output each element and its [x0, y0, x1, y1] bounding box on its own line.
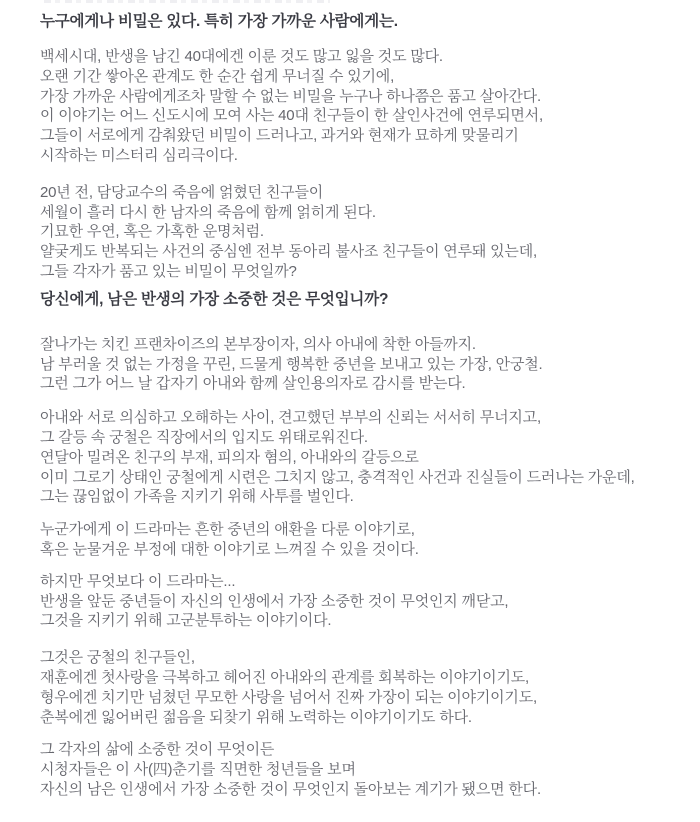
text-line: 남 부러울 것 없는 가정을 꾸린, 드물게 행복한 중년을 보내고 있는 가장, 안궁철. [40, 355, 543, 373]
text-line: 이미 그로기 상태인 궁철에게 시련은 그치지 않고, 충격적인 사건과 진실들이 드러나는 가운데, [40, 468, 635, 486]
text-line: 재훈에겐 첫사랑을 극복하고 헤어진 아내와의 관계를 회복하는 이야기이기도, [40, 668, 530, 686]
paragraph [40, 572, 684, 631]
paragraph [40, 183, 684, 282]
text-line: 혹은 눈물겨운 부정에 대한 이야기로 느껴질 수 있을 것이다. [40, 540, 419, 558]
text-line: 당신에게, 남은 반생의 가장 소중한 것은 무엇입니까? [40, 290, 389, 308]
text-line: 하지만 무엇보다 이 드라마는... [40, 572, 236, 590]
section-heading [40, 290, 684, 310]
text-line: 잘나가는 치킨 프랜차이즈의 본부장이자, 의사 아내에 착한 아들까지. [40, 335, 476, 353]
text-line: 아내와 서로 의심하고 오해하는 사이, 견고했던 부부의 신뢰는 서서히 무너지고, [40, 409, 541, 427]
text-line: 그 각자의 삶에 소중한 것이 무엇이든 [40, 741, 275, 759]
text-line: 그들이 서로에게 감춰왔던 비밀이 드러나고, 과거와 현재가 묘하게 맞물리기 [40, 127, 519, 145]
text-line: 춘복에겐 잃어버린 젊음을 되찾기 위해 노력하는 이야기이기도 하다. [40, 708, 472, 726]
text-line: 시작하는 미스터리 심리극이다. [40, 146, 238, 164]
text-line: 그 갈등 속 궁철은 직장에서의 입지도 위태로워진다. [40, 428, 368, 446]
clipped-line-remnant [44, 0, 330, 3]
text-line: 그는 끊임없이 가족을 지키기 위해 사투를 벌인다. [40, 488, 354, 506]
paragraph [40, 740, 684, 799]
text-line: 연달아 밀려온 친구의 부재, 피의자 혐의, 아내와의 갈등으로 [40, 448, 419, 466]
section-heading [40, 12, 684, 32]
paragraph [40, 47, 684, 166]
paragraph [40, 408, 684, 507]
text-line: 오랜 기간 쌓아온 관계도 한 순간 쉽게 무너질 수 있기에, [40, 67, 395, 85]
paragraph [40, 335, 684, 394]
text-line: 이 이야기는 어느 신도시에 모여 사는 40대 친구들이 한 살인사건에 연루되면서, [40, 107, 543, 125]
text-line: 반생을 앞둔 중년들이 자신의 인생에서 가장 소중한 것이 무엇인지 깨닫고, [40, 592, 509, 610]
text-line: 얄궂게도 반복되는 사건의 중심엔 전부 동아리 불사조 친구들이 연루돼 있는데, [40, 243, 537, 261]
paragraph [40, 520, 684, 560]
text-line: 시청자들은 이 사(四)춘기를 직면한 청년들을 보며 [40, 761, 356, 779]
text-line: 그들 각자가 품고 있는 비밀이 무엇일까? [40, 262, 297, 280]
text-line: 20년 전, 담당교수의 죽음에 얽혔던 친구들이 [40, 183, 324, 201]
text-line: 그것은 궁철의 친구들인, [40, 649, 195, 667]
document-body [40, 12, 684, 800]
text-line: 형우에겐 치기만 넘쳤던 무모한 사랑을 넘어서 진짜 가장이 되는 이야기이기도, [40, 688, 537, 706]
text-line: 자신의 남은 인생에서 가장 소중한 것이 무엇인지 돌아보는 계기가 됐으면 한다. [40, 780, 541, 798]
text-line: 그런 그가 어느 날 갑자기 아내와 함께 살인용의자로 감시를 받는다. [40, 375, 466, 393]
text-line: 가장 가까운 사람에게조차 말할 수 없는 비밀을 누구나 하나쯤은 품고 살아간다. [40, 87, 541, 105]
text-line: 기묘한 우연, 혹은 가혹한 운명처럼. [40, 223, 264, 241]
paragraph [40, 648, 684, 727]
text-line: 그것을 지키기 위해 고군분투하는 이야기이다. [40, 612, 332, 630]
text-line: 백세시대, 반생을 남긴 40대에겐 이룬 것도 많고 잃을 것도 많다. [40, 48, 443, 65]
text-line: 누구에게나 비밀은 있다. 특히 가장 가까운 사람에게는. [40, 13, 398, 30]
text-line: 세월이 흘러 다시 한 남자의 죽음에 함께 얽히게 된다. [40, 203, 376, 221]
text-line: 누군가에게 이 드라마는 흔한 중년의 애환을 다룬 이야기로, [40, 521, 415, 539]
